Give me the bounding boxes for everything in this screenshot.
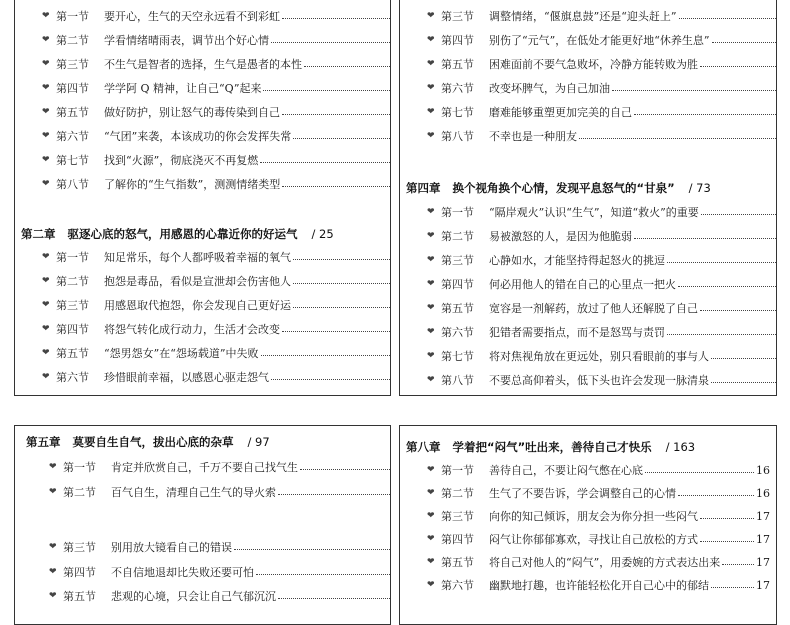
section-title: 将对焦视角放在更远处，别只看眼前的事与人	[489, 350, 709, 363]
dot-leader	[678, 285, 777, 287]
toc-panel-top-right	[399, 0, 777, 396]
section-number: 第二节	[441, 230, 474, 243]
section-number: 第六节	[56, 130, 89, 143]
dot-leader	[579, 137, 777, 139]
toc-entry[interactable]	[427, 324, 777, 340]
section-number: 第七节	[56, 154, 89, 167]
toc-entry[interactable]	[42, 297, 391, 313]
section-title: 不要总高仰着头，低下头也许会发现一脉清泉	[489, 374, 709, 387]
toc-entry[interactable]	[42, 176, 391, 192]
dot-leader	[300, 468, 391, 470]
heart-icon: ❤	[427, 255, 435, 265]
section-number: 第二节	[56, 34, 89, 47]
heart-icon: ❤	[427, 83, 435, 93]
section-number: 第一节	[441, 464, 474, 477]
toc-entry[interactable]	[42, 152, 391, 168]
dot-leader	[234, 548, 391, 550]
section-title: 别伤了“元气”，在低处才能更好地“休养生息”	[489, 34, 710, 47]
toc-entry[interactable]	[427, 554, 770, 570]
toc-entry[interactable]	[42, 104, 391, 120]
chapter-title: 驱逐心底的怒气，用感恩的心靠近你的好运气	[67, 227, 298, 241]
chapter-label: 第二章	[21, 227, 56, 241]
section-number: 第三节	[63, 541, 96, 554]
section-title: “气团”来袭，本该成功的你会发挥失常	[104, 130, 292, 143]
heart-icon: ❤	[427, 351, 435, 361]
chapter-heading[interactable]	[406, 180, 776, 196]
toc-entry[interactable]	[42, 249, 391, 265]
dot-leader	[271, 378, 391, 380]
chapter-page: / 25	[311, 227, 334, 241]
section-title: 磨难能够重塑更加完美的自己	[489, 106, 632, 119]
dot-leader	[667, 333, 777, 335]
section-number: 第五节	[56, 347, 89, 360]
section-title: 向你的知己倾诉，朋友会为你分担一些闷气	[489, 510, 698, 523]
dot-leader	[263, 89, 391, 91]
heart-icon: ❤	[427, 131, 435, 141]
section-page: 17	[756, 578, 770, 592]
heart-icon: ❤	[427, 557, 435, 567]
toc-entry[interactable]	[427, 104, 777, 120]
section-number: 第八节	[56, 178, 89, 191]
section-title: 何必用他人的错在自己的心里点一把火	[489, 278, 676, 291]
section-title: 别用放大镜看自己的错误	[111, 541, 232, 554]
toc-entry[interactable]	[42, 369, 391, 385]
section-number: 第五节	[441, 556, 474, 569]
section-number: 第七节	[441, 106, 474, 119]
toc-entry[interactable]	[49, 588, 391, 604]
section-title: 知足常乐，每个人都呼吸着幸福的氧气	[104, 251, 291, 264]
dot-leader	[711, 586, 754, 588]
dot-leader	[700, 540, 754, 542]
section-title: 珍惜眼前幸福，以感恩心驱走怨气	[104, 371, 269, 384]
toc-entry[interactable]	[49, 459, 391, 475]
section-title: 易被激怒的人，是因为他脆弱	[489, 230, 632, 243]
toc-entry[interactable]	[427, 276, 777, 292]
section-number: 第一节	[56, 10, 89, 23]
heart-icon: ❤	[427, 231, 435, 241]
heart-icon: ❤	[427, 11, 435, 21]
section-page: 17	[756, 509, 770, 523]
dot-leader	[645, 471, 754, 473]
dot-leader	[701, 213, 777, 215]
heart-icon: ❤	[42, 59, 50, 69]
section-title: 肯定并欣赏自己，千万不要自己找气生	[111, 461, 298, 474]
toc-entry[interactable]	[427, 300, 777, 316]
dot-leader	[293, 306, 391, 308]
toc-panel-bottom-left	[14, 425, 391, 625]
heart-icon: ❤	[427, 59, 435, 69]
heart-icon: ❤	[42, 131, 50, 141]
toc-entry[interactable]	[427, 32, 777, 48]
section-number: 第四节	[63, 566, 96, 579]
heart-icon: ❤	[427, 207, 435, 217]
chapter-label: 第四章	[406, 181, 441, 195]
section-title: 抱怨是毒品，看似是宣泄却会伤害他人	[104, 275, 291, 288]
dot-leader	[304, 65, 391, 67]
chapter-title: 学着把“闷气”吐出来，善待自己才快乐	[452, 440, 652, 454]
section-title: 找到“火源”，彻底浇灭不再复燃	[104, 154, 259, 167]
section-title: 学学阿 Q 精神，让自己“Q”起来	[104, 82, 262, 95]
section-title: 闷气让你郁郁寡欢，寻找让自己放松的方式	[489, 533, 698, 546]
toc-entry[interactable]	[42, 345, 391, 361]
section-title: “隔岸观火”认识“生气”，知道“救火”的重要	[489, 206, 699, 219]
section-number: 第二节	[63, 486, 96, 499]
heart-icon: ❤	[427, 580, 435, 590]
section-title: 将怨气转化成行动力，生活才会改变	[104, 323, 280, 336]
toc-entry[interactable]	[49, 564, 391, 580]
chapter-title: 莫要自生自气，拔出心底的杂草	[72, 435, 234, 449]
dot-leader	[282, 113, 391, 115]
toc-entry[interactable]	[42, 32, 391, 48]
chapter-page: / 163	[665, 440, 696, 454]
section-number: 第四节	[441, 278, 474, 291]
chapter-heading[interactable]	[26, 434, 390, 450]
chapter-label: 第五章	[26, 435, 61, 449]
section-number: 第四节	[56, 323, 89, 336]
section-title: 幽默地打趣，也许能轻松化开自己心中的郁结	[489, 579, 709, 592]
section-title: 宽容是一剂解药，放过了他人还解脱了自己	[489, 302, 698, 315]
section-number: 第二节	[441, 487, 474, 500]
heart-icon: ❤	[427, 107, 435, 117]
heart-icon: ❤	[42, 35, 50, 45]
section-number: 第六节	[441, 326, 474, 339]
toc-entry[interactable]	[49, 539, 391, 555]
dot-leader	[282, 17, 391, 19]
chapter-heading[interactable]	[406, 439, 776, 455]
section-title: 善待自己，不要让闷气憋在心底	[489, 464, 643, 477]
section-number: 第三节	[441, 254, 474, 267]
chapter-label: 第八章	[406, 440, 441, 454]
section-number: 第五节	[441, 302, 474, 315]
dot-leader	[278, 597, 391, 599]
heart-icon: ❤	[42, 11, 50, 21]
heart-icon: ❤	[427, 303, 435, 313]
heart-icon: ❤	[49, 487, 57, 497]
section-number: 第六节	[441, 579, 474, 592]
toc-entry[interactable]	[42, 128, 391, 144]
chapter-title: 换个视角换个心情，发现平息怒气的“甘泉”	[452, 181, 675, 195]
section-title: 将自己对他人的“闷气”，用委婉的方式表达出来	[489, 556, 721, 569]
toc-entry[interactable]	[427, 462, 770, 478]
dot-leader	[293, 258, 391, 260]
section-title: 了解你的“生气指数”，测测情绪类型	[104, 178, 281, 191]
toc-entry[interactable]	[42, 273, 391, 289]
dot-leader	[282, 185, 391, 187]
heart-icon: ❤	[42, 300, 50, 310]
toc-entry[interactable]	[427, 348, 777, 364]
heart-icon: ❤	[42, 155, 50, 165]
heart-icon: ❤	[427, 327, 435, 337]
heart-icon: ❤	[427, 35, 435, 45]
toc-entry[interactable]	[427, 128, 777, 144]
heart-icon: ❤	[42, 348, 50, 358]
section-title: 要开心，生气的天空永远看不到彩虹	[104, 10, 280, 23]
section-number: 第八节	[441, 130, 474, 143]
section-number: 第三节	[56, 58, 89, 71]
section-number: 第一节	[63, 461, 96, 474]
section-number: 第二节	[56, 275, 89, 288]
dot-leader	[722, 563, 754, 565]
section-number: 第四节	[441, 34, 474, 47]
section-title: “怨男怨女”在“怨场载道”中失败	[104, 347, 259, 360]
section-title: 悲观的心境，只会让自己气郁沉沉	[111, 590, 276, 603]
section-number: 第三节	[56, 299, 89, 312]
chapter-heading[interactable]	[21, 226, 390, 242]
toc-entry[interactable]	[42, 80, 391, 96]
heart-icon: ❤	[427, 511, 435, 521]
section-number: 第三节	[441, 510, 474, 523]
section-title: 不生气是智者的选择，生气是愚者的本性	[104, 58, 302, 71]
toc-panel-top-left	[14, 0, 391, 396]
heart-icon: ❤	[427, 465, 435, 475]
toc-entry[interactable]	[427, 531, 770, 547]
dot-leader	[293, 137, 391, 139]
heart-icon: ❤	[49, 462, 57, 472]
dot-leader	[271, 41, 391, 43]
toc-entry[interactable]	[427, 508, 770, 524]
toc-entry[interactable]	[427, 80, 777, 96]
heart-icon: ❤	[42, 276, 50, 286]
heart-icon: ❤	[49, 591, 57, 601]
section-number: 第八节	[441, 374, 474, 387]
section-number: 第三节	[441, 10, 474, 23]
chapter-page: / 73	[688, 181, 711, 195]
section-number: 第四节	[56, 82, 89, 95]
dot-leader	[634, 237, 777, 239]
section-number: 第七节	[441, 350, 474, 363]
section-title: 百气自生，清理自己生气的导火索	[111, 486, 276, 499]
dot-leader	[679, 17, 778, 19]
toc-entry[interactable]	[42, 8, 391, 24]
toc-entry[interactable]	[427, 577, 770, 593]
toc-entry[interactable]	[427, 252, 777, 268]
dot-leader	[256, 573, 391, 575]
section-number: 第六节	[441, 82, 474, 95]
heart-icon: ❤	[42, 179, 50, 189]
section-number: 第一节	[441, 206, 474, 219]
dot-leader	[634, 113, 777, 115]
section-title: 困难面前不要气急败坏，冷静方能转败为胜	[489, 58, 698, 71]
dot-leader	[711, 381, 777, 383]
toc-entry[interactable]	[427, 56, 777, 72]
dot-leader	[700, 517, 754, 519]
heart-icon: ❤	[49, 542, 57, 552]
section-number: 第四节	[441, 533, 474, 546]
dot-leader	[282, 330, 391, 332]
toc-entry[interactable]	[427, 8, 777, 24]
heart-icon: ❤	[49, 567, 57, 577]
toc-entry[interactable]	[427, 204, 777, 220]
toc-entry[interactable]	[42, 56, 391, 72]
heart-icon: ❤	[42, 372, 50, 382]
section-number: 第六节	[56, 371, 89, 384]
heart-icon: ❤	[42, 83, 50, 93]
dot-leader	[711, 357, 777, 359]
toc-entry[interactable]	[427, 228, 777, 244]
dot-leader	[678, 494, 754, 496]
section-page: 17	[756, 555, 770, 569]
section-title: 调整情绪，“偃旗息鼓”还是“迎头赶上”	[489, 10, 677, 23]
dot-leader	[667, 261, 777, 263]
heart-icon: ❤	[427, 279, 435, 289]
section-title: 学看情绪晴雨表，调节出个好心情	[104, 34, 269, 47]
section-title: 不幸也是一种朋友	[489, 130, 577, 143]
section-number: 第一节	[56, 251, 89, 264]
heart-icon: ❤	[42, 324, 50, 334]
section-number: 第五节	[63, 590, 96, 603]
dot-leader	[261, 354, 392, 356]
toc-entry[interactable]	[427, 485, 770, 501]
section-title: 不自信地退却比失败还要可怕	[111, 566, 254, 579]
section-title: 犯错者需要指点，而不是怒骂与责罚	[489, 326, 665, 339]
heart-icon: ❤	[42, 252, 50, 262]
toc-panel-bottom-right	[399, 425, 777, 625]
heart-icon: ❤	[427, 534, 435, 544]
dot-leader	[700, 65, 777, 67]
chapter-page: / 97	[247, 435, 270, 449]
dot-leader	[712, 41, 778, 43]
toc-entry[interactable]	[427, 372, 777, 388]
dot-leader	[700, 309, 777, 311]
dot-leader	[293, 282, 391, 284]
heart-icon: ❤	[427, 488, 435, 498]
toc-entry[interactable]	[42, 321, 391, 337]
section-title: 生气了不要告诉，学会调整自己的心情	[489, 487, 676, 500]
section-number: 第五节	[441, 58, 474, 71]
section-page: 16	[756, 486, 770, 500]
dot-leader	[278, 493, 391, 495]
dot-leader	[612, 89, 777, 91]
section-number: 第五节	[56, 106, 89, 119]
section-page: 17	[756, 532, 770, 546]
toc-entry[interactable]	[49, 484, 391, 500]
dot-leader	[260, 161, 391, 163]
section-title: 用感恩取代抱怨，你会发现自己更好运	[104, 299, 291, 312]
section-title: 改变坏脾气，为自己加油	[489, 82, 610, 95]
heart-icon: ❤	[42, 107, 50, 117]
section-title: 心静如水，才能坚持得起怒火的挑逗	[489, 254, 665, 267]
heart-icon: ❤	[427, 375, 435, 385]
section-page: 16	[756, 463, 770, 477]
section-title: 做好防护，别让怒气的毒传染到自己	[104, 106, 280, 119]
